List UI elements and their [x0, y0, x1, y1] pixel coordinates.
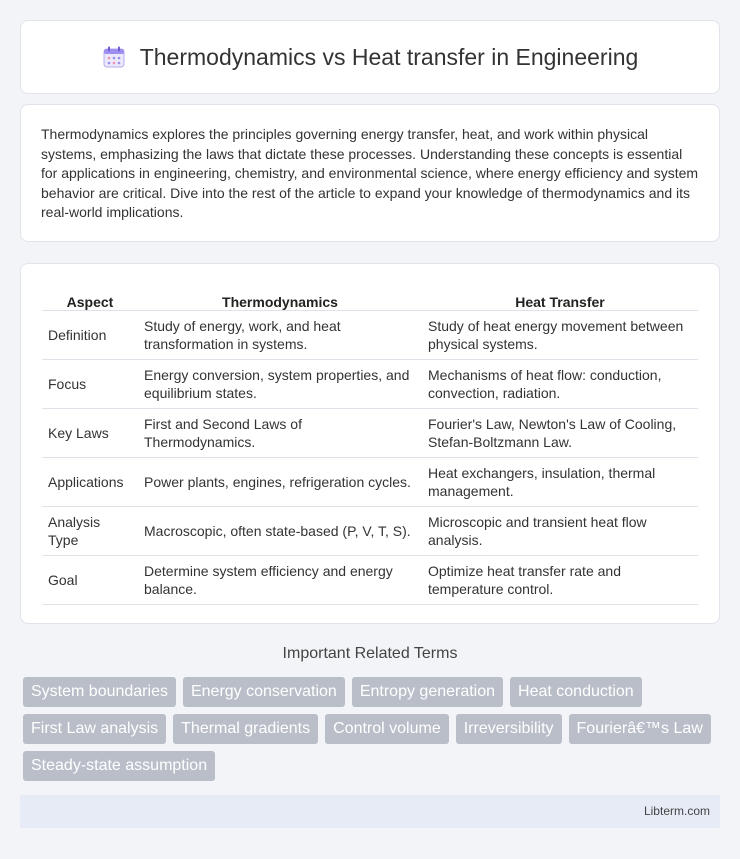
tag-energy-conservation[interactable]: Energy conservation — [183, 677, 345, 707]
table-row — [42, 310, 698, 359]
tag-system-boundaries[interactable]: System boundaries — [23, 677, 176, 707]
row-thermodynamics: First and Second Laws of Thermodynamics. — [138, 408, 422, 457]
table-row — [42, 408, 698, 457]
tag-irreversibility[interactable]: Irreversibility — [456, 714, 562, 744]
footer — [20, 795, 720, 828]
row-heat-transfer: Study of heat energy movement between physical systems. — [422, 310, 698, 359]
table-row — [42, 555, 698, 604]
tag-thermal-gradients[interactable]: Thermal gradients — [173, 714, 318, 744]
row-aspect: Analysis Type — [42, 506, 138, 555]
row-heat-transfer: Mechanisms of heat flow: conduction, convection, radiation. — [422, 359, 698, 408]
page-title: Thermodynamics vs Heat transfer in Engineering — [139, 43, 639, 70]
tag-fouriers-law[interactable]: Fourierâ€™s Law — [569, 714, 711, 744]
table-row — [42, 457, 698, 506]
row-aspect: Definition — [42, 310, 138, 359]
header-aspect: Aspect — [42, 284, 138, 310]
row-thermodynamics: Energy conversion, system properties, and equilibrium states. — [138, 359, 422, 408]
tag-control-volume[interactable]: Control volume — [325, 714, 449, 744]
title-card — [20, 20, 720, 94]
table-row — [42, 359, 698, 408]
comparison-table — [42, 284, 698, 605]
row-heat-transfer: Heat exchangers, insulation, thermal management. — [422, 457, 698, 506]
table-row — [42, 506, 698, 555]
row-thermodynamics: Power plants, engines, refrigeration cycles. — [138, 457, 422, 506]
header-thermodynamics: Thermodynamics — [138, 284, 422, 310]
tag-steady-state-assumption[interactable]: Steady-state assumption — [23, 751, 215, 781]
row-aspect: Focus — [42, 359, 138, 408]
row-heat-transfer: Fourier's Law, Newton's Law of Cooling, Stefan-Boltzmann Law. — [422, 408, 698, 457]
related-terms-list — [23, 677, 723, 781]
row-thermodynamics: Determine system efficiency and energy balance. — [138, 555, 422, 604]
row-thermodynamics: Macroscopic, often state-based (P, V, T, S). — [138, 506, 422, 555]
row-aspect: Goal — [42, 555, 138, 604]
row-thermodynamics: Study of energy, work, and heat transformation in systems. — [138, 310, 422, 359]
tag-first-law-analysis[interactable]: First Law analysis — [23, 714, 166, 744]
comparison-card — [20, 263, 720, 624]
header-heat-transfer: Heat Transfer — [422, 284, 698, 310]
related-terms-title: Important Related Terms — [282, 645, 458, 662]
intro-text: Thermodynamics explores the principles governing energy transfer, heat, and work within physical systems, emphasizing the laws that dictate these processes. Understanding these concepts is essential for applications in engineering, chemistry, and environmental science, where energy efficiency and system behavior are critical. Dive into the rest of the article to expand your knowledge of thermodynamics and its real-world implications. — [41, 126, 699, 221]
table-header-row — [42, 284, 698, 310]
footer-brand[interactable]: Libterm.com — [643, 804, 710, 818]
tag-entropy-generation[interactable]: Entropy generation — [352, 677, 503, 707]
tag-heat-conduction[interactable]: Heat conduction — [510, 677, 642, 707]
row-aspect: Applications — [42, 457, 138, 506]
row-heat-transfer: Microscopic and transient heat flow analysis. — [422, 506, 698, 555]
row-aspect: Key Laws — [42, 408, 138, 457]
row-heat-transfer: Optimize heat transfer rate and temperature control. — [422, 555, 698, 604]
intro-card — [20, 104, 720, 242]
calendar-icon — [102, 45, 126, 69]
